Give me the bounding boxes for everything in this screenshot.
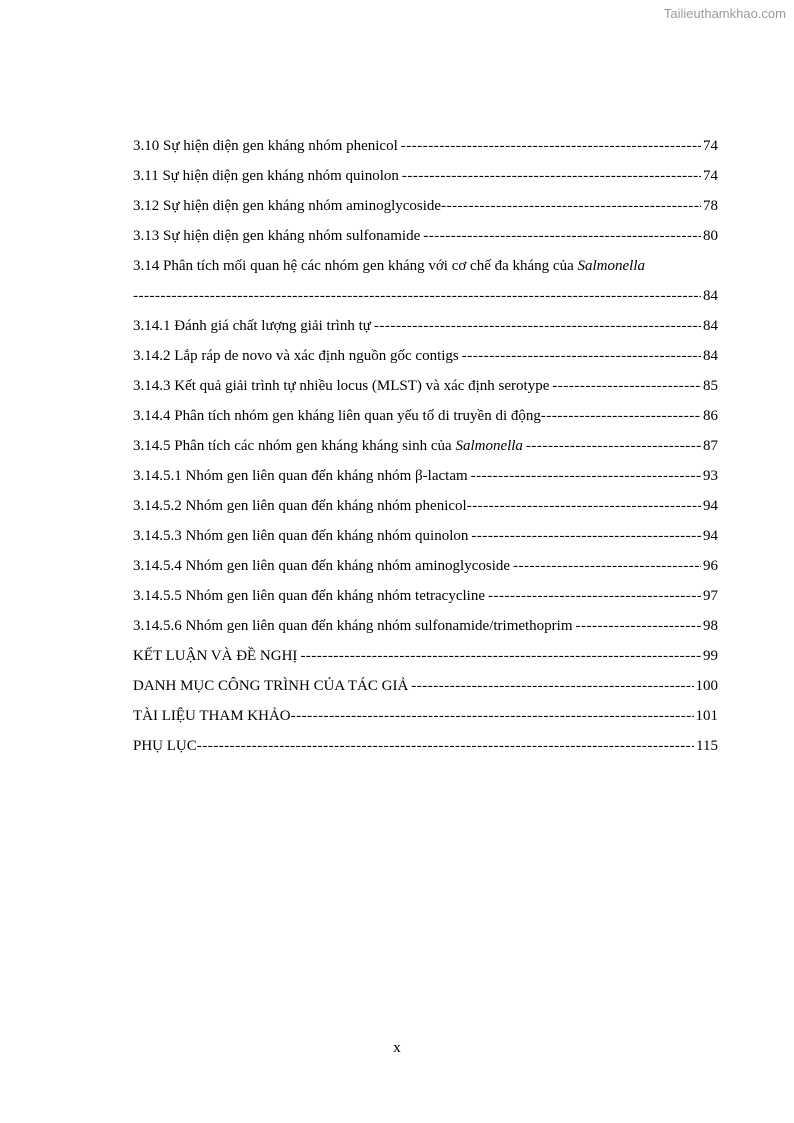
toc-entry-page: 78	[703, 198, 718, 214]
toc-entry-references	[133, 701, 718, 731]
toc-entry-title: TÀI LIỆU THAM KHẢO	[133, 708, 291, 724]
dot-leader	[526, 431, 701, 461]
toc-entry-page: 99	[703, 648, 718, 664]
toc-entry-page: 94	[703, 528, 718, 544]
dot-leader	[462, 341, 701, 371]
dot-leader	[467, 491, 701, 521]
toc-entry-3-14-2	[133, 341, 718, 371]
page-number: x	[393, 1040, 401, 1056]
dot-leader	[402, 161, 701, 191]
toc-entry-title: 3.14.5.1 Nhóm gen liên quan đến kháng nhóm β-lactam	[133, 468, 468, 484]
toc-entry-page: 85	[703, 378, 718, 394]
toc-entry-appendix	[133, 731, 718, 761]
toc-entry-3-14-4	[133, 401, 718, 431]
toc-entry-3-13	[133, 221, 718, 251]
toc-entry-publications	[133, 671, 718, 701]
toc-entry-3-14-5-5	[133, 581, 718, 611]
toc-entry-title: 3.14.4 Phân tích nhóm gen kháng liên quan yếu tố di truyền di động	[133, 408, 541, 424]
dot-leader	[471, 461, 701, 491]
toc-entry-page: 74	[703, 138, 718, 154]
dot-leader	[133, 281, 701, 311]
dot-leader	[291, 701, 694, 731]
toc-entry-title-italic: Salmonella	[577, 258, 645, 274]
toc-entry-page: 115	[696, 738, 718, 754]
dot-leader	[471, 521, 701, 551]
toc-entry-3-14-5-3	[133, 521, 718, 551]
toc-entry-title: KẾT LUẬN VÀ ĐỀ NGHỊ	[133, 648, 298, 664]
watermark: Tailieuthamkhao.com	[663, 6, 786, 21]
toc-entry-page: 96	[703, 558, 718, 574]
toc-entry-page: 98	[703, 618, 718, 634]
toc-entry-page: 97	[703, 588, 718, 604]
toc-entry-page: 94	[703, 498, 718, 514]
dot-leader	[401, 131, 701, 161]
toc-entry-3-14-1	[133, 311, 718, 341]
toc-entry-title: 3.10 Sự hiện diện gen kháng nhóm phenicol	[133, 138, 398, 154]
dot-leader	[423, 221, 701, 251]
toc-entry-page: 74	[703, 168, 718, 184]
toc-entry-title: 3.12 Sự hiện diện gen kháng nhóm aminoglycoside	[133, 198, 442, 214]
toc-entry-page: 87	[703, 438, 718, 454]
toc-entry-3-14-leader-line	[133, 281, 718, 311]
toc-entry-title: 3.14.5.4 Nhóm gen liên quan đến kháng nhóm aminoglycoside	[133, 558, 511, 574]
toc-entry-title: 3.14 Phân tích mối quan hệ các nhóm gen kháng với cơ chế đa kháng của	[133, 258, 578, 274]
toc-entry-page: 100	[695, 678, 718, 694]
toc-entry-title: 3.11 Sự hiện diện gen kháng nhóm quinolon	[133, 168, 399, 184]
toc-entry-title: 3.14.1 Đánh giá chất lượng giải trình tự	[133, 318, 371, 334]
toc-entry-title: 3.14.3 Kết quả giải trình tự nhiều locus (MLST) và xác định serotype	[133, 378, 550, 394]
toc-entry-3-14-5-2	[133, 491, 718, 521]
toc-entry-3-14-5	[133, 431, 718, 461]
toc-entry-title: 3.14.5.6 Nhóm gen liên quan đến kháng nhóm sulfonamide/trimethoprim	[133, 618, 573, 634]
toc-entry-title: 3.14.5.3 Nhóm gen liên quan đến kháng nhóm quinolon	[133, 528, 469, 544]
toc-entry-page: 84	[703, 288, 718, 304]
toc-entry-page: 84	[703, 318, 718, 334]
toc-entry-title: 3.14.5.5 Nhóm gen liên quan đến kháng nhóm tetracycline	[133, 588, 485, 604]
toc-entry-3-14-5-6	[133, 611, 718, 641]
dot-leader	[541, 401, 701, 431]
toc-entry-page: 101	[695, 708, 718, 724]
toc-entry-page: 84	[703, 348, 718, 364]
toc-entry-page: 80	[703, 228, 718, 244]
toc-entry-page: 93	[703, 468, 718, 484]
toc-entry-title: 3.14.2 Lắp ráp de novo và xác định nguồn gốc contigs	[133, 348, 459, 364]
dot-leader	[513, 551, 701, 581]
dot-leader	[374, 311, 701, 341]
toc-entry-3-12	[133, 191, 718, 221]
toc-entry-title-italic: Salmonella	[455, 438, 523, 454]
dot-leader	[441, 191, 701, 221]
dot-leader	[411, 671, 693, 701]
dot-leader	[552, 371, 701, 401]
toc-entry-title-text: 3.14.5 Phân tích các nhóm gen kháng kháng sinh của	[133, 438, 456, 454]
toc-entry-3-14-3	[133, 371, 718, 401]
toc-entry-page: 86	[703, 408, 718, 424]
dot-leader	[300, 641, 701, 671]
toc-entry-3-10	[133, 131, 718, 161]
toc-entry-title: PHỤ LỤC	[133, 738, 197, 754]
toc-entry-conclusion	[133, 641, 718, 671]
toc-entry-title	[133, 431, 523, 461]
toc-entry-3-14-5-1	[133, 461, 718, 491]
table-of-contents	[133, 131, 718, 761]
dot-leader	[197, 731, 694, 761]
dot-leader	[488, 581, 701, 611]
toc-entry-title: DANH MỤC CÔNG TRÌNH CỦA TÁC GIẢ	[133, 678, 409, 694]
toc-entry-title: 3.14.5.2 Nhóm gen liên quan đến kháng nhóm phenicol	[133, 498, 467, 514]
toc-entry-3-14-title-line	[133, 251, 718, 281]
dot-leader	[576, 611, 701, 641]
toc-entry-title: 3.13 Sự hiện diện gen kháng nhóm sulfonamide	[133, 228, 421, 244]
toc-entry-3-11	[133, 161, 718, 191]
toc-entry-3-14-5-4	[133, 551, 718, 581]
